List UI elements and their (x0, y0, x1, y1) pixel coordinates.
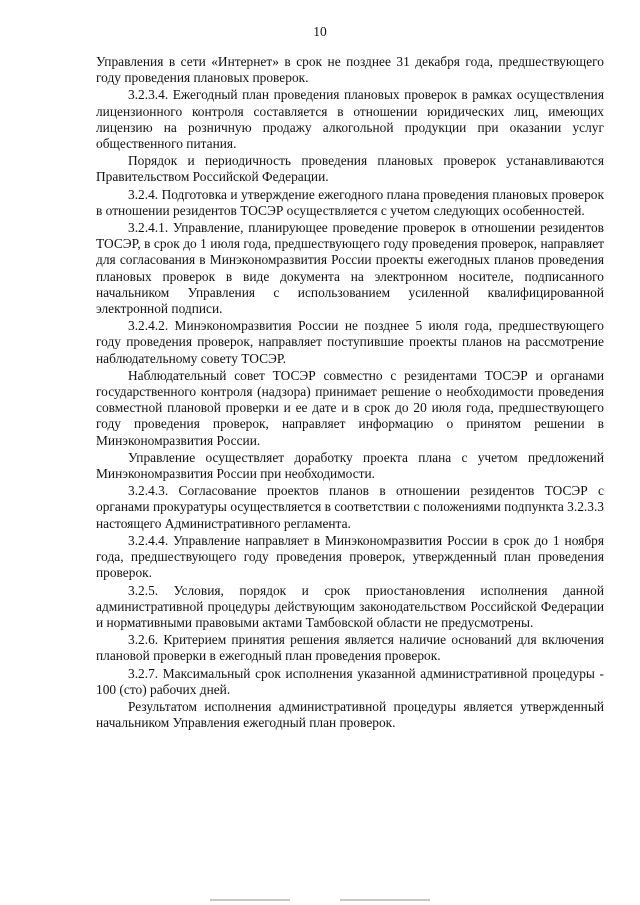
paragraph-3-2-5: 3.2.5. Условия, порядок и срок приостановления исполнения данной административной процедуры действующим законодательством Российской Федерации и нормативными правовыми актами Тамбовской области не предусмотрены. (96, 582, 604, 630)
document-body (96, 54, 604, 732)
paragraph-plan-revision: Управление осуществляет доработку проекта плана с учетом предложений Минэкономразвития России при необходимости. (96, 449, 604, 482)
paragraph-3-2-6: 3.2.6. Критерием принятия решения является наличие оснований для включения плановой проверки в ежегодный план проведения проверок. (96, 632, 604, 664)
paragraph-3-2-4-1: 3.2.4.1. Управление, планирующее проведение проверок в отношении резидентов ТОСЭР, в срок до 1 июля года, предшествующего году проведения проверок, направляет для согласования в Минэкономразвития России проекты ежегодных планов проведения плановых проверок в виде документа на электронном носителе, подписанного начальником Управления с использованием усиленной квалифицированной электронной подписи. (96, 220, 604, 317)
scan-artifact (340, 899, 430, 901)
paragraph-3-2-4-3: 3.2.4.3. Согласование проектов планов в отношении резидентов ТОСЭР с органами прокуратуры осуществляется в соответствии с положениями подпункта 3.2.3.3 настоящего Административного регламента. (96, 483, 604, 531)
scan-artifact (210, 899, 290, 901)
page-number: 10 (313, 24, 327, 39)
paragraph-continuation: Управления в сети «Интернет» в срок не позднее 31 декабря года, предшествующего году проведения плановых проверок. (96, 54, 604, 86)
paragraph-3-2-4-2: 3.2.4.2. Минэкономразвития России не позднее 5 июля года, предшествующего году проведения проверок, направляет поступившие проекты планов на рассмотрение наблюдательному совету ТОСЭР. (96, 318, 604, 366)
paragraph-procedure-order: Порядок и периодичность проведения плановых проверок устанавливаются Правительством Российской Федерации. (96, 153, 604, 185)
paragraph-result: Результатом исполнения административной процедуры является утвержденный начальником Управления ежегодный план проверок. (96, 698, 604, 731)
paragraph-3-2-4: 3.2.4. Подготовка и утверждение ежегодного плана проведения плановых проверок в отношении резидентов ТОСЭР осуществляется с учетом следующих особенностей. (96, 186, 604, 218)
paragraph-supervisory-board: Наблюдательный совет ТОСЭР совместно с резидентами ТОСЭР и органами государственного контроля (надзора) принимает решение о необходимости проведения совместной плановой проверки и ее дате и в срок до 20 июля года, предшествующего году проведения проверок, направляет информацию о принятом решении в Минэкономразвития России. (96, 367, 604, 448)
paragraph-3-2-3-4: 3.2.3.4. Ежегодный план проведения плановых проверок в рамках осуществления лицензионного контроля составляется в отношении юридических лиц, имеющих лицензию на розничную продажу алкогольной продукции при оказании услуг общественного питания. (96, 87, 604, 152)
paragraph-3-2-4-4: 3.2.4.4. Управление направляет в Минэкономразвития России в срок до 1 ноября года, предшествующего году проведения проверок, утвержденный план проведения проверок. (96, 532, 604, 581)
paragraph-3-2-7: 3.2.7. Максимальный срок исполнения указанной административной процедуры - 100 (сто) рабочих дней. (96, 665, 604, 697)
